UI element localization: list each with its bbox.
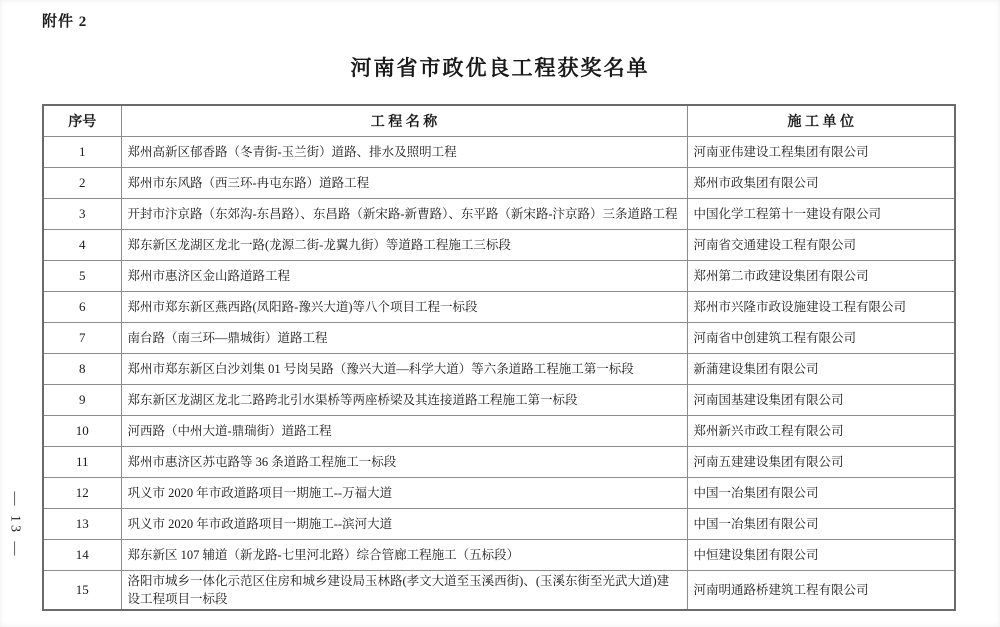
table-cell-company: 河南省交通建设工程有限公司 (687, 230, 955, 261)
table-cell-no: 8 (43, 354, 121, 385)
table-cell-company: 郑州新兴市政工程有限公司 (687, 416, 955, 447)
table-cell-project: 开封市汴京路（东郊沟-东昌路）、东昌路（新宋路-新曹路）、东平路（新宋路-汴京路）三条道路工程 (121, 199, 687, 230)
table-cell-project: 郑州市惠济区苏屯路等 36 条道路工程施工一标段 (121, 447, 687, 478)
table-cell-project: 洛阳市城乡一体化示范区住房和城乡建设局玉林路(孝文大道至玉溪西街)、(玉溪东街至光武大道)建设工程项目一标段 (121, 571, 687, 611)
table-cell-company: 河南国基建设集团有限公司 (687, 385, 955, 416)
table-row (43, 261, 955, 292)
table-row (43, 478, 955, 509)
table-cell-company: 河南亚伟建设工程集团有限公司 (687, 137, 955, 168)
table-cell-no: 1 (43, 137, 121, 168)
table-cell-project: 郑州高新区郁香路（冬青街-玉兰街）道路、排水及照明工程 (121, 137, 687, 168)
table-row (43, 230, 955, 261)
table-cell-no: 14 (43, 540, 121, 571)
table-row (43, 323, 955, 354)
table-row (43, 168, 955, 199)
column-header-project: 工 程 名 称 (121, 105, 687, 137)
table-row (43, 199, 955, 230)
page-number: — 13 — (7, 491, 22, 559)
table-cell-project: 郑州市郑东新区白沙刘集 01 号岗吴路（豫兴大道—科学大道）等六条道路工程施工第一标段 (121, 354, 687, 385)
column-header-no: 序号 (43, 105, 121, 137)
table-cell-no: 15 (43, 571, 121, 611)
table-cell-no: 9 (43, 385, 121, 416)
table-cell-company: 中国一冶集团有限公司 (687, 478, 955, 509)
table-cell-company: 郑州第二市政建设集团有限公司 (687, 261, 955, 292)
table-cell-project: 巩义市 2020 年市政道路项目一期施工--滨河大道 (121, 509, 687, 540)
page-title: 河南省市政优良工程获奖名单 (350, 56, 650, 80)
table-cell-company: 河南五建建设集团有限公司 (687, 447, 955, 478)
table-row (43, 540, 955, 571)
table-cell-project: 郑州市郑东新区燕西路(凤阳路-豫兴大道)等八个项目工程一标段 (121, 292, 687, 323)
table-row (43, 447, 955, 478)
table-cell-project: 南台路（南三环—鼎城街）道路工程 (121, 323, 687, 354)
table-cell-no: 13 (43, 509, 121, 540)
table-body (43, 137, 955, 611)
table-cell-company: 郑州市政集团有限公司 (687, 168, 955, 199)
table-cell-project: 郑州市惠济区金山路道路工程 (121, 261, 687, 292)
table-row (43, 292, 955, 323)
table-cell-no: 2 (43, 168, 121, 199)
table-cell-no: 7 (43, 323, 121, 354)
table-row (43, 385, 955, 416)
table-cell-no: 10 (43, 416, 121, 447)
table-row (43, 416, 955, 447)
table-cell-company: 中恒建设集团有限公司 (687, 540, 955, 571)
table-cell-company: 河南明通路桥建筑工程有限公司 (687, 571, 955, 611)
table-row (43, 509, 955, 540)
table-cell-company: 中国一冶集团有限公司 (687, 509, 955, 540)
table-cell-project: 河西路（中州大道-鼎瑞街）道路工程 (121, 416, 687, 447)
table-cell-no: 12 (43, 478, 121, 509)
table-cell-no: 5 (43, 261, 121, 292)
table-row (43, 354, 955, 385)
table-cell-no: 4 (43, 230, 121, 261)
attachment-label: 附件 2 (42, 14, 88, 30)
table-cell-no: 11 (43, 447, 121, 478)
table-cell-company: 河南省中创建筑工程有限公司 (687, 323, 955, 354)
table-header-row (43, 105, 955, 137)
table-cell-project: 郑州市东风路（西三环-冉屯东路）道路工程 (121, 168, 687, 199)
table-cell-company: 中国化学工程第十一建设有限公司 (687, 199, 955, 230)
column-header-company: 施 工 单 位 (687, 105, 955, 137)
table-cell-project: 巩义市 2020 年市政道路项目一期施工--万福大道 (121, 478, 687, 509)
table-row (43, 571, 955, 611)
award-table (42, 104, 956, 611)
table-cell-project: 郑东新区龙湖区龙北二路跨北引水渠桥等两座桥梁及其连接道路工程施工第一标段 (121, 385, 687, 416)
table-cell-company: 新蒲建设集团有限公司 (687, 354, 955, 385)
table-cell-project: 郑东新区龙湖区龙北一路(龙源二街-龙翼九街）等道路工程施工三标段 (121, 230, 687, 261)
table-cell-project: 郑东新区 107 辅道（新龙路-七里河北路）综合管廊工程施工（五标段） (121, 540, 687, 571)
table-row (43, 137, 955, 168)
table-cell-no: 3 (43, 199, 121, 230)
table-cell-no: 6 (43, 292, 121, 323)
table-cell-company: 郑州市兴隆市政设施建设工程有限公司 (687, 292, 955, 323)
